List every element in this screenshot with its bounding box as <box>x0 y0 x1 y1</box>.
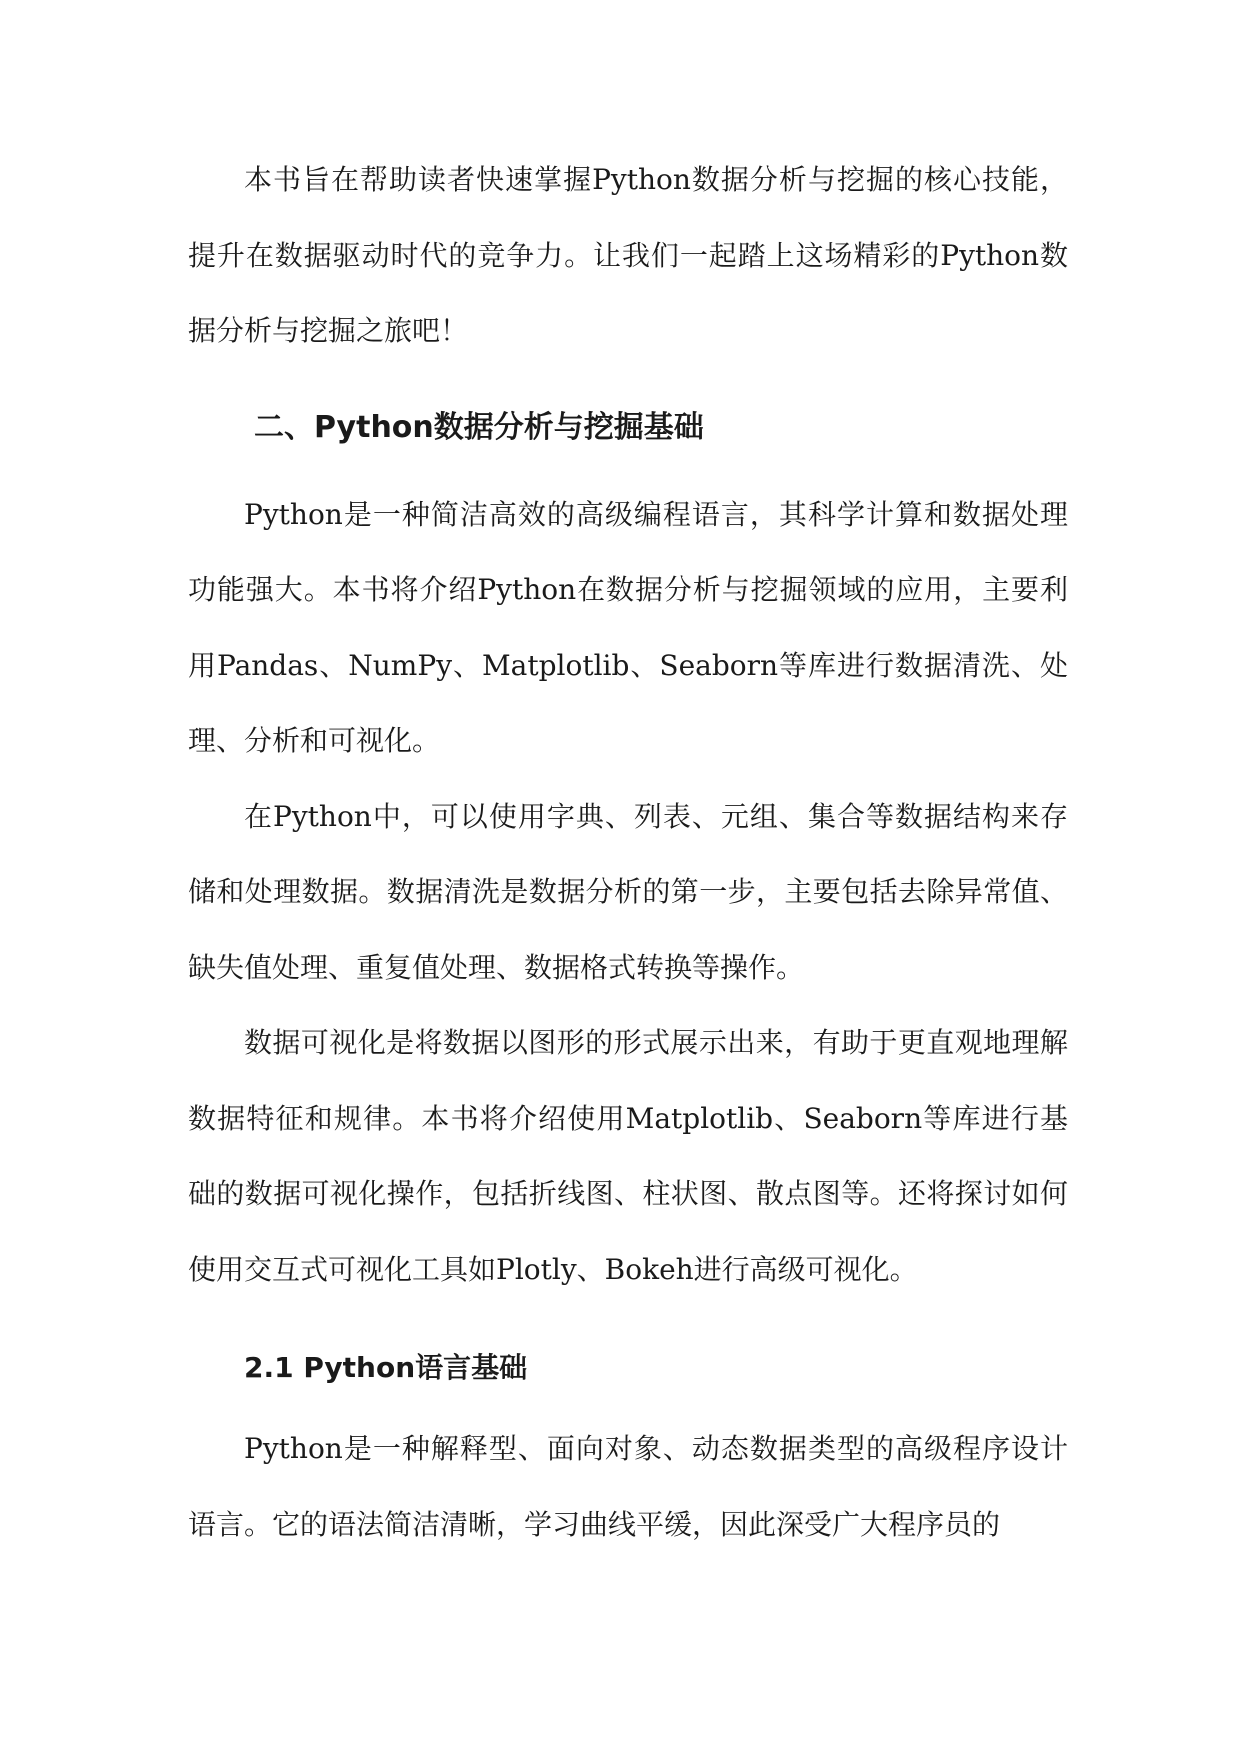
body-paragraph: Python是一种简洁高效的高级编程语言，其科学计算和数据处理功能强大。本书将介绍Python在数据分析与挖掘领域的应用，主要利用Pandas、NumPy、Matplotlib、Seaborn等库进行数据清洗、处理、分析和可视化。 <box>188 497 1068 757</box>
document-body <box>188 142 1068 1562</box>
subsection-heading-2-1: 2.1 Python语言基础 <box>244 1351 528 1384</box>
body-paragraph: 在Python中，可以使用字典、列表、元组、集合等数据结构来存储和处理数据。数据清洗是数据分析的第一步，主要包括去除异常值、缺失值处理、重复值处理、数据格式转换等操作。 <box>188 799 1068 984</box>
body-paragraph: 数据可视化是将数据以图形的形式展示出来，有助于更直观地理解数据特征和规律。本书将介绍使用Matplotlib、Seaborn等库进行基础的数据可视化操作，包括折线图、柱状图、散点图等。还将探讨如何使用交互式可视化工具如Plotly、Bokeh进行高级可视化。 <box>188 1026 1068 1286</box>
intro-paragraph: 本书旨在帮助读者快速掌握Python数据分析与挖掘的核心技能，提升在数据驱动时代的竞争力。让我们一起踏上这场精彩的Python数据分析与挖掘之旅吧！ <box>188 163 1068 347</box>
body-paragraph: Python是一种解释型、面向对象、动态数据类型的高级程序设计语言。它的语法简洁清晰，学习曲线平缓，因此深受广大程序员的 <box>188 1432 1068 1541</box>
section-heading-2: 二、Python数据分析与挖掘基础 <box>254 409 704 445</box>
